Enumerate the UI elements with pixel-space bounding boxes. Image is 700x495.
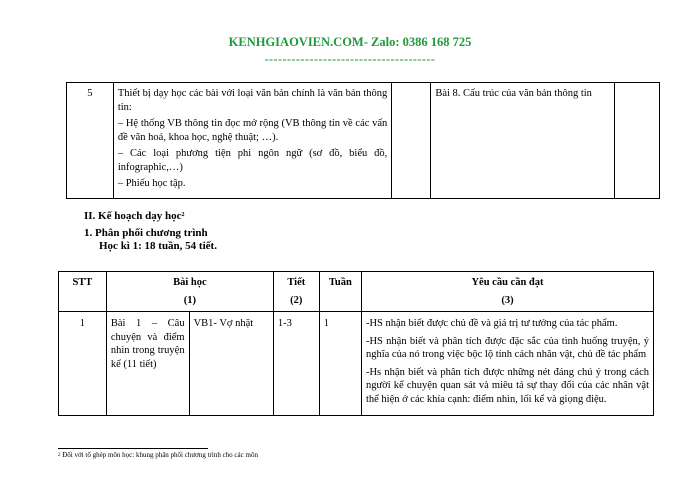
empty-cell (615, 83, 660, 199)
semester-info: Học kì 1: 18 tuần, 54 tiết. (99, 240, 217, 252)
row-number: 5 (67, 83, 114, 199)
table-header-row (59, 272, 654, 312)
table-row (59, 312, 654, 416)
equipment-line: – Hệ thống VB thông tin đọc mở rộng (VB thông tin về các vấn đề văn hoá, khoa học, nghệ thuật; …). (117, 118, 388, 143)
col-header-number: (3) (501, 294, 514, 306)
lesson-title: Bài 1 – Câu chuyện và điểm nhìn trong truyện kể (11 tiết) (106, 312, 189, 416)
col-header-label: Tiết (287, 277, 306, 288)
requirement-item: -HS nhận biết được chủ đề và giá trị tư tưởng của tác phẩm. (365, 318, 618, 329)
col-header-label: Yêu cầu cần đạt (471, 277, 544, 288)
equipment-line: – Phiếu học tập. (117, 178, 186, 189)
col-header-label: STT (72, 277, 93, 288)
sub-heading: 1. Phân phối chương trình (84, 227, 208, 239)
empty-cell (392, 83, 431, 199)
week-number: 1 (319, 312, 361, 416)
equipment-table (66, 82, 660, 199)
col-header-bai-hoc (106, 272, 273, 312)
footnote (58, 451, 258, 460)
lesson-name: Bài 8. Cấu trúc của văn bản thông tin (431, 83, 615, 199)
equipment-line: – Các loại phương tiện phi ngôn ngữ (sơ đồ, biểu đồ, infographic,…) (117, 148, 388, 173)
equipment-description (113, 83, 391, 199)
col-header-label: Bài học (173, 277, 207, 288)
footnote-ref: 2 (181, 212, 185, 218)
section-heading (84, 210, 185, 223)
col-header-stt (59, 272, 107, 312)
footnote-number: 2 (58, 453, 61, 458)
col-header-label: Tuần (328, 277, 352, 288)
footnote-text: Đối với tổ ghép môn học: khung phân phối chương trình cho các môn (60, 451, 258, 459)
table-row (67, 83, 660, 199)
col-header-number: (1) (183, 294, 196, 306)
footnote-divider (58, 448, 208, 449)
period-range: 1-3 (273, 312, 319, 416)
col-header-tuan (319, 272, 361, 312)
col-header-number: (2) (290, 294, 303, 306)
curriculum-table (58, 271, 654, 416)
col-header-yeu-cau (361, 272, 653, 312)
row-number: 1 (59, 312, 107, 416)
header-divider: -------------------------------------- (264, 52, 436, 66)
section-heading-text: II. Kế hoạch dạy học (84, 210, 182, 222)
col-header-tiet (273, 272, 319, 312)
site-header: KENHGIAOVIEN.COM- Zalo: 0386 168 725 (228, 35, 472, 49)
requirement-item: -Hs nhận biết và phân tích được những nét đáng chú ý trong cách người kể chuyện quan sát và miêu tả sự thay đổi của các nhân vật thể hiện ở các khía cạnh: điểm nhìn, lối kể và giọng điệu. (365, 366, 649, 405)
reading-text: VB1- Vợ nhặt (189, 312, 273, 416)
requirement-item: -HS nhận biết và phân tích được đặc sắc của tình huống truyện, ý nghĩa của nó trong việc bộc lộ tính cách nhân vật, chủ đề tác phẩm (365, 335, 649, 360)
requirements-cell (361, 312, 653, 416)
equipment-line: Thiết bị dạy học các bài với loại văn bản chính là văn bản thông tin: (117, 88, 388, 113)
